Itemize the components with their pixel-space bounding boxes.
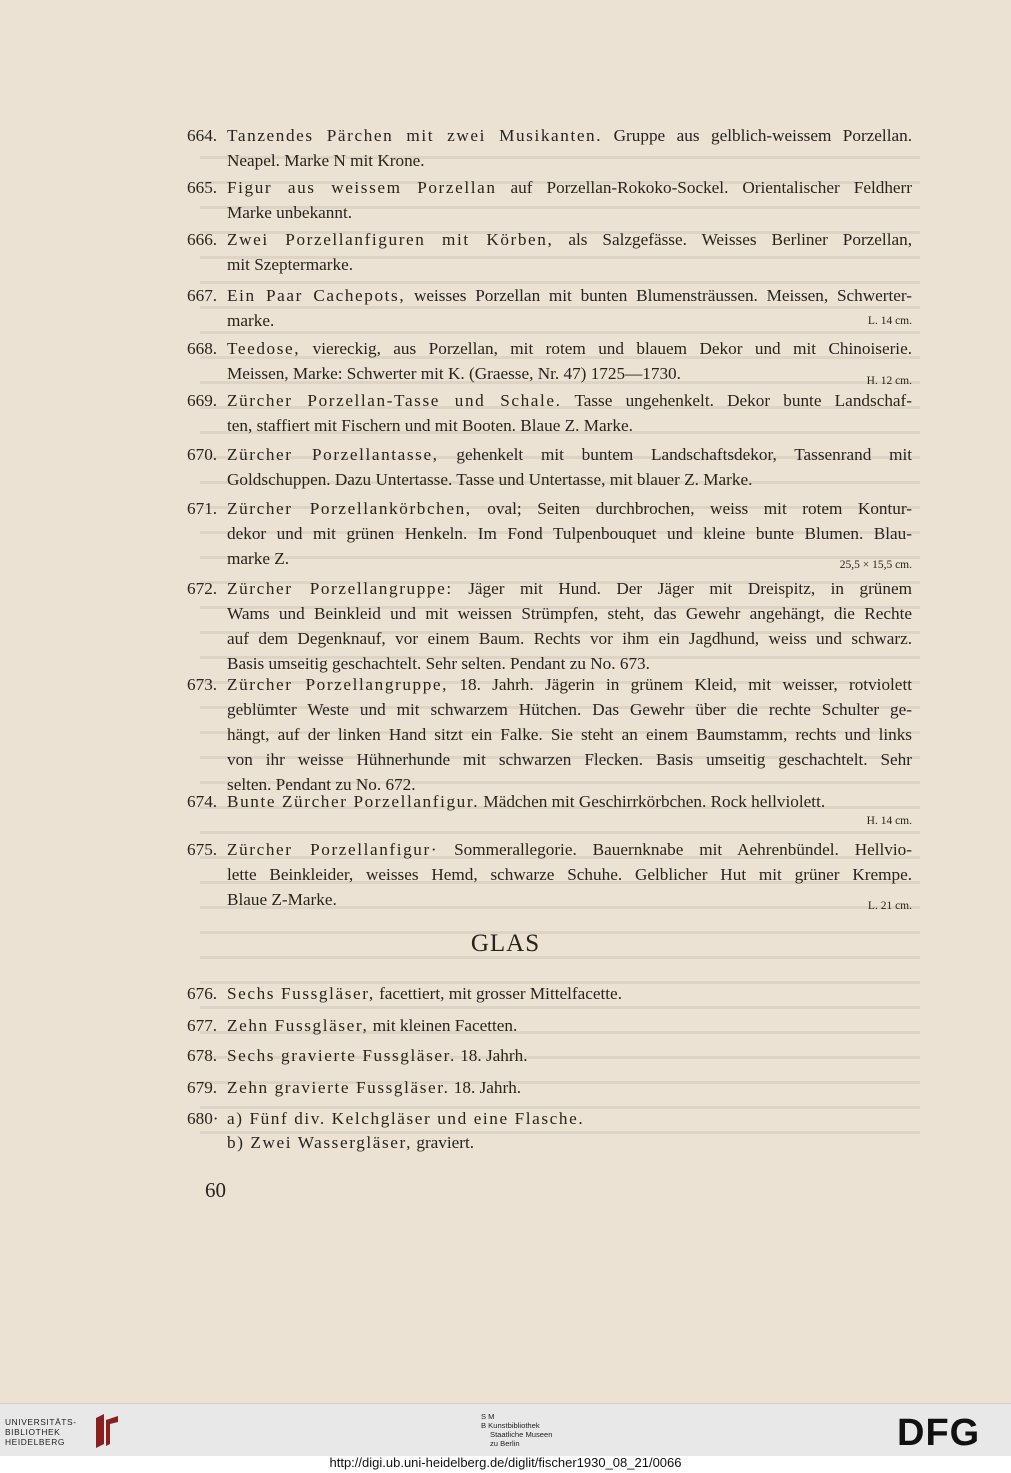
entry-text-line (227, 603, 912, 624)
catalog-entry (187, 839, 912, 914)
entry-description: Jäger mit Hund. Der Jäger mit Dreispitz, in grünem (468, 579, 912, 598)
page-number: 60 (205, 1178, 226, 1202)
entry-description: graviert. (416, 1133, 475, 1152)
entry-description: mit Szeptermarke. (227, 255, 353, 274)
entry-title: Tanzendes Pärchen mit zwei Musikanten. (227, 126, 603, 145)
entry-text-line (227, 310, 912, 331)
entry-number: 664. (187, 126, 218, 145)
entry-text-line (227, 444, 912, 465)
entry-title: Zwei Porzellanfiguren mit Körben, (227, 230, 554, 249)
entry-text-line (227, 1045, 912, 1066)
entry-text-line (227, 889, 912, 910)
entry-description: geblümter Weste und mit schwarzem Hütchen. Das Gewehr über die rechte Schulter ge- (227, 700, 912, 719)
entry-description: Wams und Beinkleid und mit weissen Strümpfen, steht, das Gewehr angehängt, die Rechte (227, 604, 912, 623)
kunstbibliothek-logo: S M B Kunstbibliothek Staatliche Museen zu Berlin (481, 1412, 553, 1448)
entry-description: viereckig, aus Porzellan, mit rotem und blauem Dekor und mit Chinoiserie. (312, 339, 912, 358)
entry-text-line (227, 338, 912, 359)
entry-number: 669. (187, 391, 218, 410)
entry-text-line (227, 285, 912, 306)
catalog-entry (187, 498, 912, 573)
entry-description: auf Porzellan-Rokoko-Sockel. Orientalischer Feldherr (510, 178, 912, 197)
glas-entry (187, 1108, 912, 1130)
catalog-entry (187, 674, 912, 799)
glas-entry (187, 1132, 912, 1154)
entry-description: mit kleinen Facetten. (372, 1016, 518, 1035)
entry-number: 672. (187, 579, 218, 598)
entry-number: 668. (187, 339, 218, 358)
catalog-entry (187, 390, 912, 440)
heidelberg-logo-icon (92, 1414, 122, 1448)
entry-description: von ihr weisse Hühnerhunde mit schwarzen Flecken. Basis umseitig geschachtelt. Sehr (227, 750, 912, 769)
entry-description: lette Beinkleider, weisses Hemd, schwarze Schuhe. Gelblicher Hut mit grüner Krempe. (227, 865, 912, 884)
entry-title: Zürcher Porzellankörbchen, (227, 499, 472, 518)
entry-number: 674. (187, 792, 218, 811)
page-url[interactable]: http://digi.ub.uni-heidelberg.de/diglit/fischer1930_08_21/0066 (329, 1455, 682, 1470)
entry-title: Teedose, (227, 339, 301, 358)
entry-description: 18. Jahrh. (453, 1078, 522, 1097)
section-heading: GLAS (470, 930, 541, 957)
entry-text-line (227, 177, 912, 198)
entry-number: 677. (187, 1016, 218, 1035)
entry-description: gehenkelt mit buntem Landschaftsdekor, Tassenrand mit (456, 445, 913, 464)
entry-description: oval; Seiten durchbrochen, weiss mit rotem Kontur- (487, 499, 912, 518)
entry-description: 18. Jahrh. Jägerin in grünem Kleid, mit weisser, rotviolett (459, 675, 912, 694)
entry-number: 666. (187, 230, 218, 249)
entry-text-line (227, 1015, 912, 1036)
catalog-entry (187, 285, 912, 335)
entry-description: Neapel. Marke N mit Krone. (227, 151, 425, 170)
entry-text-line (227, 390, 912, 411)
viewer-footer (0, 1403, 1011, 1456)
entry-description: Gruppe aus gelblich-weissem Porzellan. (613, 126, 912, 145)
entry-title: Ein Paar Cachepots, (227, 286, 406, 305)
entry-number: 670. (187, 445, 218, 464)
entry-description: Meissen, Marke: Schwerter mit K. (Graesse, Nr. 47) 1725—1730. (227, 364, 681, 383)
entry-text-line (227, 363, 912, 384)
entry-text-line (227, 864, 912, 885)
entry-description: marke Z. (227, 549, 290, 568)
entry-number: 676. (187, 984, 218, 1003)
glas-entry (187, 983, 912, 1005)
catalog-entry (187, 229, 912, 279)
entry-text-line (227, 983, 912, 1004)
entry-text-line (227, 578, 912, 599)
entry-description: Blaue Z-Marke. (227, 890, 337, 909)
entry-number: 671. (187, 499, 218, 518)
entry-measurement: L. 21 cm. (867, 900, 912, 912)
entry-text-line (227, 254, 912, 275)
glas-entry (187, 1077, 912, 1099)
catalog-entry (187, 177, 912, 227)
entry-text-line (227, 150, 912, 171)
entry-description: Goldschuppen. Dazu Untertasse. Tasse und Untertasse, mit blauer Z. Marke. (227, 470, 753, 489)
entry-title: Zürcher Porzellangruppe, (227, 675, 449, 694)
entry-text-line (227, 699, 912, 720)
catalog-entry (187, 578, 912, 678)
entry-number: 665. (187, 178, 218, 197)
entry-text-line (227, 415, 912, 436)
entry-description: als Salzgefässe. Weisses Berliner Porzellan, (568, 230, 912, 249)
catalog-entry (187, 444, 912, 494)
entry-title: Zürcher Porzellanfigur· (227, 840, 439, 859)
entry-text-line (227, 469, 912, 490)
entry-text-line (227, 1077, 912, 1098)
glas-entry (187, 1045, 912, 1067)
entry-text-line (227, 628, 912, 649)
entry-description: Mädchen mit Geschirrkörbchen. Rock hellviolett. (483, 792, 826, 811)
entry-description: dekor und mit grünen Henkeln. Im Fond Tulpenbouquet und kleine bunte Blumen. Blau- (227, 524, 912, 543)
entry-text-line (227, 791, 912, 812)
entry-description: facettiert, mit grosser Mittelfacette. (379, 984, 622, 1003)
catalog-entry (187, 791, 912, 827)
entry-text-line (227, 523, 912, 544)
entry-measurement: 25,5 × 15,5 cm. (839, 559, 912, 571)
catalog-entry (187, 338, 912, 388)
entry-title: Zehn Fussgläser, (227, 1016, 369, 1035)
entry-description: selten. Pendant zu No. 672. (227, 775, 416, 794)
entry-description: weisses Porzellan mit bunten Blumensträussen. Meissen, Schwerter- (413, 286, 913, 305)
entry-title: Zehn gravierte Fussgläser. (227, 1078, 450, 1097)
entry-text-line (227, 202, 912, 223)
entry-text-line (227, 724, 912, 745)
entry-number: 679. (187, 1078, 218, 1097)
entry-measurement: H. 14 cm. (866, 815, 912, 827)
entry-title: Bunte Zürcher Porzellanfigur. (227, 792, 480, 811)
entry-description: hängt, auf der linken Hand sitzt ein Falke. Sie steht an einem Baumstamm, rechts und links (227, 725, 912, 744)
dfg-logo[interactable]: DFG (897, 1412, 981, 1454)
entry-title: Zürcher Porzellantasse, (227, 445, 439, 464)
entry-title: Sechs gravierte Fussgläser. (227, 1046, 456, 1065)
entry-text-line (227, 548, 912, 569)
entry-description: 18. Jahrh. (460, 1046, 528, 1065)
entry-description: Marke unbekannt. (227, 203, 353, 222)
entry-text-line (227, 229, 912, 250)
entry-text-line (227, 839, 912, 860)
entry-number: 675. (187, 840, 218, 859)
entry-title: Zürcher Porzellangruppe: (227, 579, 453, 598)
university-library-logo[interactable]: UNIVERSITÄTS- BIBLIOTHEK HEIDELBERG (5, 1417, 77, 1447)
entry-description: Tasse ungehenkelt. Dekor bunte Landschaf- (574, 391, 912, 410)
entry-description: ten, staffiert mit Fischern und mit Booten. Blaue Z. Marke. (227, 416, 633, 435)
entry-title: Zürcher Porzellan-Tasse und Schale. (227, 391, 562, 410)
entry-description: Sommerallegorie. Bauernknabe mit Aehrenbündel. Hellvio- (454, 840, 912, 859)
entry-description: Basis umseitig geschachtelt. Sehr selten. Pendant zu No. 673. (227, 654, 650, 673)
entry-title: Figur aus weissem Porzellan (227, 178, 497, 197)
entry-description: auf dem Degenknauf, vor einem Baum. Rechts vor ihm ein Jagdhund, weiss und schwarz. (227, 629, 912, 648)
entry-text-line (227, 674, 912, 695)
entry-text-line (227, 125, 912, 146)
entry-number: 680· (187, 1109, 219, 1128)
glas-entry (187, 1015, 912, 1037)
entry-number: 678. (187, 1046, 218, 1065)
entry-text-line (227, 1108, 912, 1129)
entry-measurement: L. 14 cm. (867, 315, 912, 327)
entry-text-line (227, 749, 912, 770)
entry-number: 667. (187, 286, 218, 305)
entry-text-line (227, 498, 912, 519)
entry-text-line (227, 653, 912, 674)
entry-text-line (227, 1132, 912, 1153)
catalog-entry (187, 125, 912, 175)
entry-measurement: H. 12 cm. (866, 375, 912, 387)
entry-number: 673. (187, 675, 218, 694)
entry-title: b) Zwei Wassergläser, (227, 1133, 413, 1152)
entry-description: marke. (227, 311, 275, 330)
entry-title: a) Fünf div. Kelchgläser und eine Flasche. (227, 1109, 585, 1128)
entry-title: Sechs Fussgläser, (227, 984, 375, 1003)
